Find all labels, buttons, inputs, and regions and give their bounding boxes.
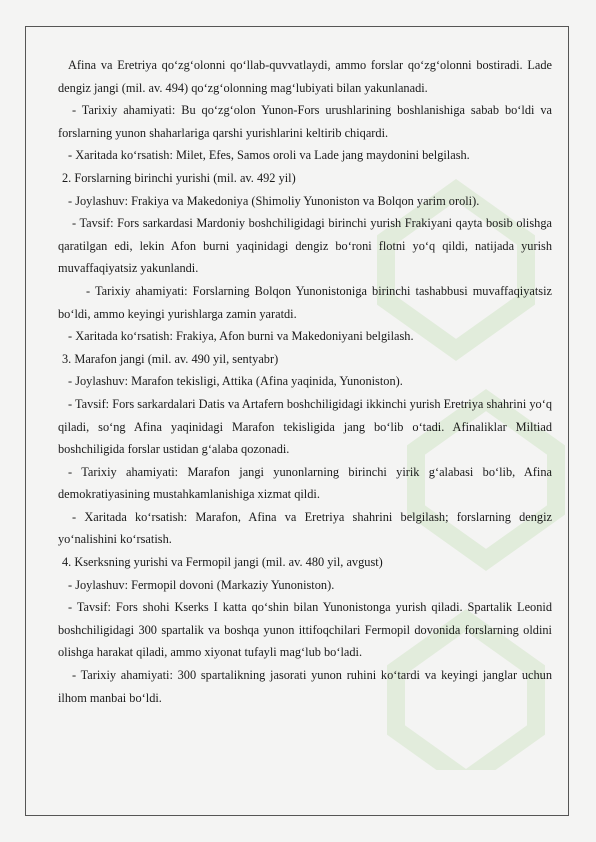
document-body — [58, 54, 552, 709]
paragraph: - Xaritada ko‘rsatish: Frakiya, Afon burni va Makedoniyani belgilash. — [68, 329, 414, 344]
paragraph: - Joylashuv: Marafon tekisligi, Attika (Afina yaqinida, Yunoniston). — [68, 374, 403, 389]
paragraph: - Joylashuv: Frakiya va Makedoniya (Shimoliy Yunoniston va Bolqon yarim oroli). — [68, 193, 480, 208]
paragraph: - Tarixiy ahamiyati: 300 spartalikning jasorati yunon ruhini ko‘tardi va keyingi janglar uchun ilhom manbai bo‘ldi. — [58, 668, 552, 705]
paragraph: - Tarixiy ahamiyati: Forslarning Bolqon Yunonistoniga birinchi tashabbusi muvaffaqiyatsiz bo‘ldi, ammo keyingi yurishlarga zamin yaratdi. — [58, 283, 552, 321]
paragraph: - Tavsif: Fors sarkardalari Datis va Artafern boshchiligidagi ikkinchi yurish Eretriya shahrini yo‘q qiladi, so‘ng Afina yaqinidagi Marafon tekisligida jang bo‘lib o‘tadi. Afinaliklar Miltiad boshchiligida forslar ustidan g‘alaba qozonadi. — [58, 396, 552, 457]
paragraph: - Tavsif: Fors sarkardasi Mardoniy boshchiligidagi birinchi yurish Frakiyani qayta bosib olishga qaratilgan edi, lekin Afon burni yaqinidagi dengiz bo‘roni flotni yo‘q qildi, natijada yurish muvaffaqiyatsiz yakunlandi. — [58, 216, 552, 276]
section-heading: 4. Kserksning yurishi va Fermopil jangi (mil. av. 480 yil, avgust) — [62, 555, 383, 570]
paragraph: - Xaritada ko‘rsatish: Marafon, Afina va Eretriya shahrini belgilash; forslarning dengiz yo‘nalishini ko‘rsatish. — [58, 509, 552, 547]
paragraph: - Xaritada ko‘rsatish: Milet, Efes, Samos oroli va Lade jang maydonini belgilash. — [68, 148, 470, 163]
paragraph: Afina va Eretriya qo‘zg‘olonni qo‘llab-quvvatlaydi, ammo forslar qo‘zg‘olonni bostiradi. Lade dengiz jangi (mil. av. 494) qo‘zg‘olonning mag‘lubiyati bilan yakunlanadi. — [58, 58, 552, 95]
paragraph: - Joylashuv: Fermopil dovoni (Markaziy Yunoniston). — [68, 577, 335, 592]
paragraph: - Tavsif: Fors shohi Kserks I katta qo‘shin bilan Yunonistonga yurish qiladi. Spartalik Leonid boshchiligidagi 300 spartalik va boshqa yunon ittifoqchilari Fermopil dovonida forslarning oldini olishga harakat qiladi, ammo xiyonat tufayli mag‘lub bo‘ladi. — [58, 600, 552, 660]
paragraph: - Tarixiy ahamiyati: Bu qo‘zg‘olon Yunon-Fors urushlarining boshlanishiga sabab bo‘ldi va forslarning yunon shaharlariga qarshi yurishlarini keltirib chiqardi. — [58, 103, 552, 140]
section-heading: 3. Marafon jangi (mil. av. 490 yil, sentyabr) — [62, 351, 279, 366]
paragraph: - Tarixiy ahamiyati: Marafon jangi yunonlarning birinchi yirik g‘alabasi bo‘lib, Afina demokratiyasining mustahkamlanishiga xizmat qildi. — [58, 464, 552, 502]
section-heading: 2. Forslarning birinchi yurishi (mil. av. 492 yil) — [62, 170, 296, 185]
